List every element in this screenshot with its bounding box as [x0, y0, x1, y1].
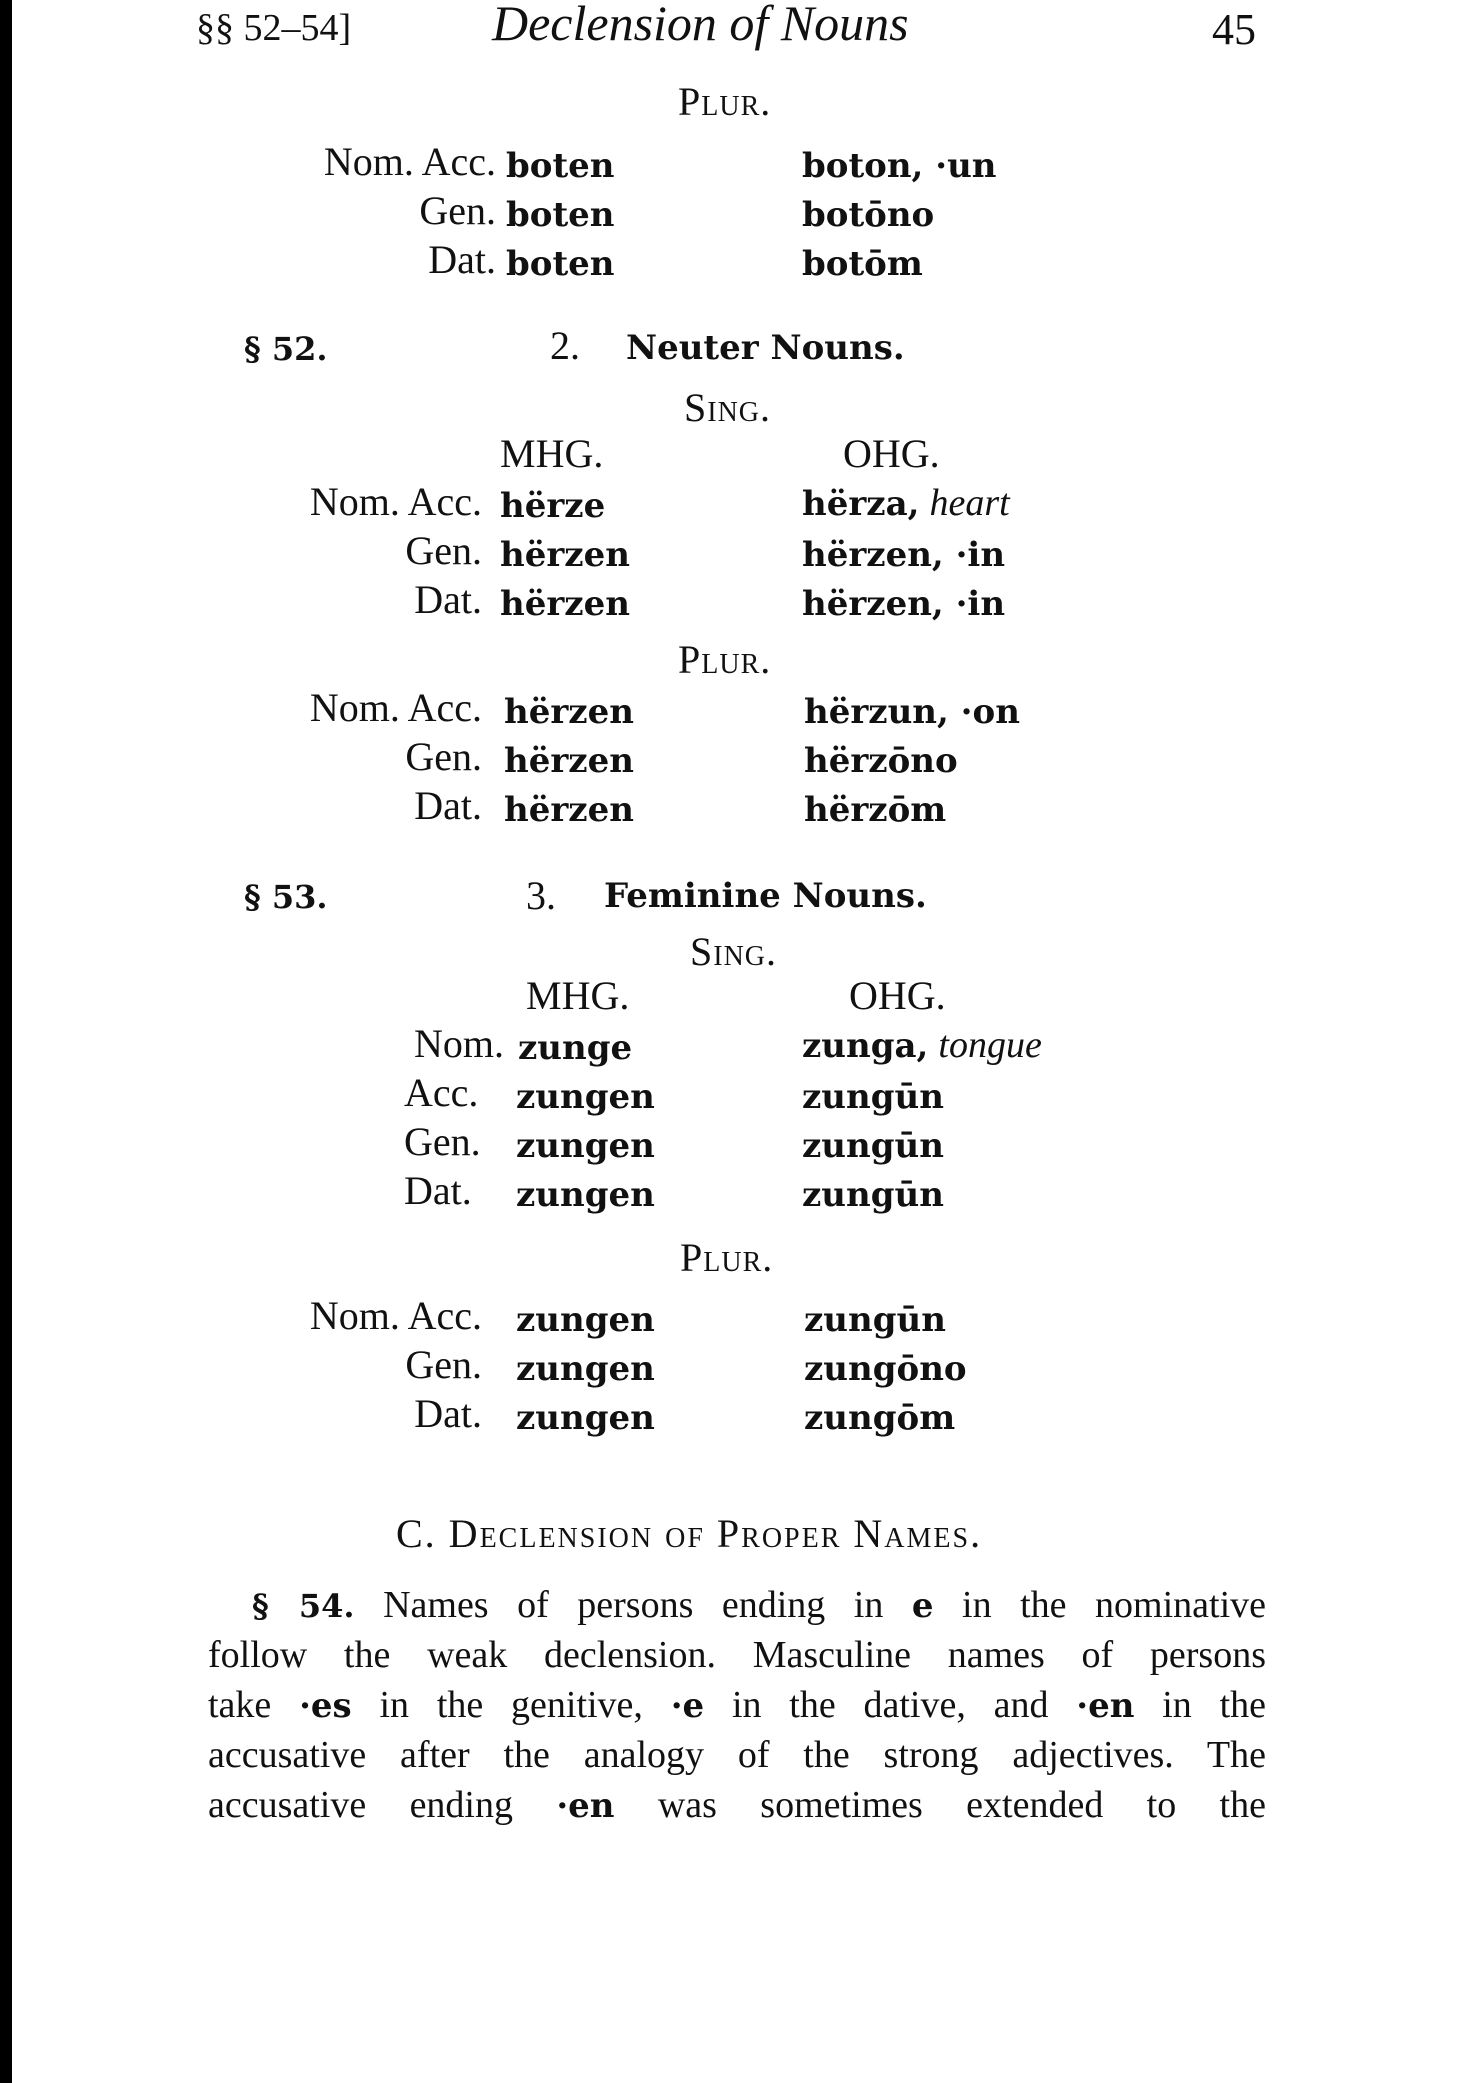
- case-label: Gen.: [405, 734, 482, 779]
- line-text: Names of persons ending in: [383, 1584, 912, 1626]
- section-c-heading: C. Declension of Proper Names.: [396, 1511, 983, 1556]
- paragraph-line: accusative after the analogy of the strong adjectives. The: [208, 1734, 1266, 1776]
- mhg-form: boten: [506, 244, 615, 284]
- mhg-form: boten: [506, 146, 615, 186]
- case-label: Nom. Acc.: [309, 1293, 482, 1338]
- line-text: take: [208, 1684, 300, 1726]
- mhg-form: zungen: [516, 1300, 655, 1340]
- case-label: Nom. Acc.: [309, 685, 482, 730]
- line-text: accusative ending: [208, 1784, 557, 1826]
- section-53-label: § 53.: [244, 878, 328, 916]
- section-52-number: 2.: [550, 323, 580, 368]
- case-label: Nom. Acc.: [323, 139, 496, 184]
- case-label: Gen.: [404, 1119, 481, 1164]
- case-label: Dat.: [428, 237, 496, 282]
- section-52-title: Neuter Nouns.: [626, 328, 905, 368]
- section-54-paragraph: [208, 1580, 1266, 1830]
- line-text: in the nominative: [933, 1584, 1267, 1626]
- case-label: Gen.: [405, 528, 482, 573]
- case-label: Dat.: [414, 577, 482, 622]
- section-52-label: § 52.: [244, 330, 328, 368]
- bold-ending: e: [911, 1586, 934, 1626]
- sing-heading: Sing.: [684, 385, 772, 430]
- mhg-form: hërzen: [500, 584, 630, 624]
- plur-heading: Plur.: [678, 79, 772, 124]
- plur-heading: Plur.: [680, 1235, 774, 1280]
- case-label: Acc.: [404, 1070, 479, 1115]
- case-label: Dat.: [404, 1168, 472, 1213]
- header-title: Declension of Nouns: [492, 0, 909, 51]
- gloss: tongue: [938, 1024, 1042, 1066]
- gloss: heart: [929, 482, 1010, 524]
- bold-ending: ·e: [670, 1686, 705, 1726]
- column-ohg-header: OHG.: [843, 431, 940, 476]
- section-54-label: § 54.: [252, 1587, 355, 1625]
- bold-ending: ·es: [299, 1686, 352, 1726]
- ohg-form: hërza,: [802, 484, 920, 524]
- column-ohg-header: OHG.: [849, 973, 946, 1018]
- plur-heading: Plur.: [678, 637, 772, 682]
- ohg-form: zungūn: [802, 1077, 944, 1117]
- line-text: in the genitive,: [351, 1684, 671, 1726]
- paragraph-line: follow the weak declension. Masculine names of persons: [208, 1634, 1266, 1676]
- case-label: Dat.: [414, 1391, 482, 1436]
- paragraph-line: [208, 1780, 1266, 1830]
- ohg-form: botōno: [802, 195, 935, 235]
- header-section-ref: §§ 52–54]: [196, 7, 352, 49]
- line-text: was sometimes extended to the: [614, 1784, 1266, 1826]
- case-label: Nom. Acc.: [309, 479, 482, 524]
- case-label: Gen.: [405, 1342, 482, 1387]
- ohg-form: hërzen, ·in: [802, 535, 1006, 575]
- ohg-form: hërzen, ·in: [802, 584, 1006, 624]
- page-edge-shadow: [0, 0, 12, 2083]
- section-53-number: 3.: [526, 873, 556, 918]
- mhg-form: boten: [506, 195, 615, 235]
- mhg-form: hërzen: [504, 790, 634, 830]
- mhg-form: zungen: [516, 1077, 655, 1117]
- bold-ending: ·en: [556, 1786, 615, 1826]
- ohg-form: botōm: [802, 244, 923, 284]
- line-text: in the dative, and: [704, 1684, 1077, 1726]
- paragraph-line: [208, 1680, 1266, 1730]
- ohg-form: zungōm: [804, 1398, 956, 1438]
- ohg-form: hërzōm: [804, 790, 947, 830]
- ohg-form: zunga,: [802, 1026, 929, 1066]
- ohg-form: zungōno: [804, 1349, 967, 1389]
- mhg-form: hërzen: [504, 692, 634, 732]
- mhg-form: hërze: [500, 486, 606, 526]
- line-text: in the: [1134, 1684, 1267, 1726]
- ohg-form: boton, ·un: [802, 146, 997, 186]
- mhg-form: zungen: [516, 1398, 655, 1438]
- column-mhg-header: MHG.: [500, 431, 604, 476]
- paragraph-line: [208, 1580, 1266, 1630]
- ohg-form: hërzun, ·on: [804, 692, 1020, 732]
- ohg-form: zungūn: [802, 1126, 944, 1166]
- page-number: 45: [1212, 5, 1256, 54]
- mhg-form: zunge: [518, 1028, 633, 1068]
- case-label: Nom.: [414, 1021, 504, 1066]
- section-53-title: Feminine Nouns.: [604, 876, 927, 916]
- mhg-form: zungen: [516, 1349, 655, 1389]
- sing-heading: Sing.: [690, 929, 778, 974]
- mhg-form: zungen: [516, 1126, 655, 1166]
- ohg-form: hërzōno: [804, 741, 958, 781]
- case-label: Gen.: [419, 188, 496, 233]
- bold-ending: ·en: [1076, 1686, 1135, 1726]
- ohg-form: zungūn: [804, 1300, 946, 1340]
- ohg-form: zungūn: [802, 1175, 944, 1215]
- column-mhg-header: MHG.: [526, 973, 630, 1018]
- mhg-form: hërzen: [504, 741, 634, 781]
- mhg-form: hërzen: [500, 535, 630, 575]
- case-label: Dat.: [414, 783, 482, 828]
- mhg-form: zungen: [516, 1175, 655, 1215]
